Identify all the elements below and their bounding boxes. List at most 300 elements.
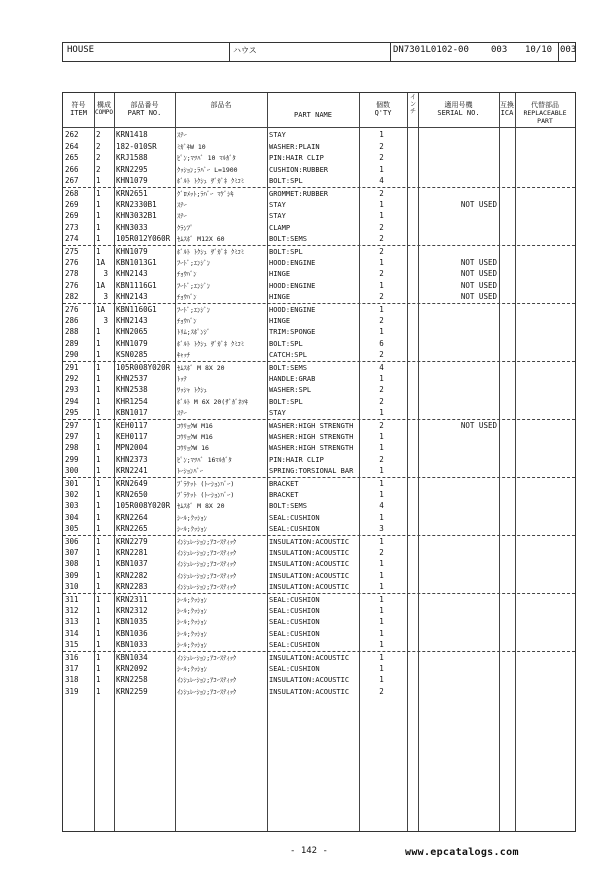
row-part-no: KEH0117 <box>116 421 148 430</box>
row-compo: 1 <box>96 489 101 499</box>
row-part-name-en: BRACKET <box>269 490 299 499</box>
row-part-name-jp: ｼｰﾙ;ｸｯｼｮﾝ <box>177 629 207 638</box>
header-ica-jp: 互換 <box>500 101 514 109</box>
header-item-en: ITEM <box>70 109 87 117</box>
row-part-name-en: WASHER:HIGH STRENGTH <box>269 444 354 453</box>
row-compo: 1 <box>96 211 101 221</box>
row-part-no: KRN2283 <box>116 582 148 592</box>
row-part-name-jp: ﾋﾟﾝ;ﾏﾂﾊﾞ 16ﾏﾙｶﾞﾀ <box>177 455 232 464</box>
row-part-name-jp: ﾎﾞﾙﾄ M 6X 20(ｻﾞｶﾞﾈﾂｷ <box>177 397 248 406</box>
row-part-name-en: SPRING:TORSIONAL BAR <box>269 467 354 476</box>
row-item: 282 <box>65 292 79 302</box>
row-part-name-jp: ｾﾑｽﾎﾞ M 8X 20 <box>177 502 225 511</box>
table-row <box>63 152 575 164</box>
header-name-en: PART NAME <box>294 111 332 119</box>
row-qty: 2 <box>379 385 384 395</box>
row-part-name-jp: ﾎﾞﾙﾄ ﾄｸｼｭ ｻﾞｶﾞﾈ ｸﾐｺﾐ <box>177 177 244 186</box>
row-qty: 1 <box>379 512 384 522</box>
row-compo: 1 <box>96 363 101 372</box>
row-part-name-jp: ｲﾝｼｭﾚｰｼｮﾝ;ｱｺｰｽﾃｨｯｸ <box>177 676 237 685</box>
row-part-name-jp: ｲﾝｼｭﾚｰｼｮﾝ;ｱｺｰｽﾃｨｯｸ <box>177 583 237 592</box>
row-compo: 1 <box>96 234 101 244</box>
header-title-en: HOUSE <box>67 45 95 55</box>
row-part-no: KRN2651 <box>116 189 148 198</box>
row-part-no: 105R008Y020R <box>116 501 171 511</box>
row-part-name-en: CATCH:SPL <box>269 351 307 360</box>
row-compo: 1 <box>96 176 101 186</box>
row-part-name-en: WASHER:SPL <box>269 386 312 395</box>
row-part-no: KRN2282 <box>116 570 148 580</box>
row-part-no: KRN2330B1 <box>116 199 157 209</box>
row-part-name-jp: ｲﾝｼｭﾚｰｼｮﾝ;ｱｺｰｽﾃｨｯｸ <box>177 560 237 569</box>
row-part-no: KHN2143 <box>116 269 148 279</box>
row-part-no: KBN1037 <box>116 559 148 569</box>
row-part-no: KRN2649 <box>116 479 148 488</box>
row-part-name-jp: ﾎﾞﾙﾄ ﾄｸｼｭ ｻﾞｶﾞﾈ ｸﾐｺﾐ <box>177 248 244 256</box>
row-qty: 2 <box>379 141 384 151</box>
row-compo: 1 <box>96 501 101 511</box>
row-item: 300 <box>65 466 79 476</box>
row-part-no: KHN3032B1 <box>116 211 157 221</box>
row-part-no: KBN1036 <box>116 628 148 638</box>
row-qty: 1 <box>379 628 384 638</box>
row-compo: 3 <box>103 315 108 325</box>
row-qty: 1 <box>379 211 384 221</box>
table-row <box>63 338 575 350</box>
row-part-name-jp: ｽﾃｰ <box>177 409 187 418</box>
row-qty: 2 <box>379 269 384 279</box>
row-part-no: KBN1017 <box>116 408 148 418</box>
header-comp <box>94 101 114 117</box>
row-compo: 1 <box>96 421 101 430</box>
row-compo: 1 <box>96 559 101 569</box>
row-item: 304 <box>65 512 79 522</box>
row-part-name-en: HOOD:ENGINE <box>269 281 316 290</box>
row-part-name-jp: ﾄｯﾃ <box>177 374 187 383</box>
row-part-name-en: BOLT:SPL <box>269 177 303 186</box>
table-row <box>63 349 575 361</box>
header-serial-jp: 適用号機 <box>444 101 473 109</box>
row-part-name-jp: ｺｳﾘｮｸW 16 <box>177 444 209 453</box>
row-qty: 2 <box>379 222 384 232</box>
row-part-name-en: WASHER:PLAIN <box>269 142 320 151</box>
row-qty: 1 <box>379 570 384 580</box>
row-item: 297 <box>65 431 79 441</box>
row-qty: 1 <box>379 431 384 441</box>
row-part-no: KRN2265 <box>116 524 148 534</box>
row-qty: 1 <box>379 537 384 546</box>
row-compo: 1 <box>96 617 101 627</box>
row-compo: 1 <box>96 247 101 256</box>
row-part-no: KRN2259 <box>116 686 148 696</box>
row-part-name-jp: ｼｰﾙ;ｸｯｼｮﾝ <box>177 664 207 673</box>
header-doc-code: DN7301L0102-00 <box>393 45 469 55</box>
header-group: 003 <box>491 45 508 55</box>
row-item: 316 <box>65 653 79 662</box>
row-part-no: KRN2279 <box>116 537 148 546</box>
row-part-name-jp: ﾋﾟﾝ;ﾏﾂﾊﾞ 10 ﾏﾙｶﾞﾀ <box>177 154 236 163</box>
table-row <box>63 686 575 698</box>
row-part-name-en: HINGE <box>269 316 291 325</box>
row-part-name-en: HANDLE:GRAB <box>269 374 316 383</box>
row-compo: 1A <box>96 305 106 314</box>
table-row <box>63 663 575 675</box>
row-compo: 1 <box>96 454 101 464</box>
row-part-name-en: SEAL:CUSHION <box>269 664 320 673</box>
row-part-name-en: INSULATION:ACOUSTIC <box>269 571 350 580</box>
row-part-no: KRN2295 <box>116 164 148 174</box>
row-compo: 3 <box>103 269 108 279</box>
watermark-url: www.epcatalogs.com <box>405 847 519 858</box>
row-part-no: KRN2092 <box>116 663 148 673</box>
row-part-name-jp: ｼｰﾙ;ｸｯｼｮﾝ <box>177 618 207 627</box>
row-part-name-jp: ｾﾑｽﾎﾞ M 8X 20 <box>177 364 225 372</box>
row-qty: 4 <box>379 176 384 186</box>
row-compo: 1 <box>96 431 101 441</box>
row-part-name-jp: ｼｰﾙ;ｸｯｼｮﾝ <box>177 513 207 522</box>
row-part-name-en: BOLT:SEMS <box>269 235 307 244</box>
row-part-name-jp: ﾄｰｼｮﾝﾊﾞｰ <box>177 467 203 476</box>
row-item: 269 <box>65 199 79 209</box>
row-compo: 1 <box>96 396 101 406</box>
table-row <box>63 373 575 385</box>
row-compo: 2 <box>96 141 101 151</box>
row-qty: 1 <box>379 605 384 615</box>
row-qty: 2 <box>379 292 384 302</box>
row-part-name-jp: ﾁｮｳﾊﾞﾝ <box>177 316 197 325</box>
row-compo: 1 <box>96 570 101 580</box>
row-item: 312 <box>65 605 79 615</box>
row-part-no: KHN1079 <box>116 338 148 348</box>
row-qty: 1 <box>379 617 384 627</box>
header-qty <box>359 101 407 117</box>
row-part-no: KBN1035 <box>116 617 148 627</box>
row-part-name-jp: ｼｰﾙ;ｸｯｼｮﾝ <box>177 641 207 650</box>
row-qty: 1 <box>379 479 384 488</box>
row-item: 310 <box>65 582 79 592</box>
table-row <box>63 396 575 408</box>
header-replace-en1: REPLACEABLE <box>523 109 567 117</box>
row-compo: 1 <box>96 443 101 453</box>
row-compo: 1A <box>96 257 106 267</box>
row-part-no: KRN2258 <box>116 675 148 685</box>
row-part-name-en: PIN:HAIR CLIP <box>269 154 324 163</box>
row-compo: 2 <box>96 164 101 174</box>
row-qty: 4 <box>379 501 384 511</box>
row-compo: 1 <box>96 653 101 662</box>
row-part-name-en: SEAL:CUSHION <box>269 606 320 615</box>
row-part-no: KRN1418 <box>116 130 148 139</box>
row-compo: 1 <box>96 537 101 546</box>
row-qty: 1 <box>379 199 384 209</box>
header-part-jp: 部品番号 <box>130 101 159 109</box>
row-part-name-en: INSULATION:ACOUSTIC <box>269 560 350 569</box>
table-row <box>63 465 575 477</box>
row-compo: 1 <box>96 479 101 488</box>
row-serial: NOT USED <box>460 257 497 267</box>
row-compo: 1 <box>96 189 101 198</box>
row-part-no: 182-010SR <box>116 141 157 151</box>
table-row <box>63 500 575 512</box>
table-row <box>63 268 575 280</box>
table-row <box>63 175 575 187</box>
table-row <box>63 431 575 443</box>
row-item: 317 <box>65 663 79 673</box>
row-qty: 1 <box>379 640 384 650</box>
row-item: 273 <box>65 222 79 232</box>
table-row <box>63 558 575 570</box>
row-part-name-en: BRACKET <box>269 480 299 488</box>
row-part-name-en: INSULATION:ACOUSTIC <box>269 548 350 557</box>
row-item: 267 <box>65 176 79 186</box>
row-part-no: KHN2373 <box>116 454 148 464</box>
header-divider <box>229 43 230 61</box>
row-item: 289 <box>65 338 79 348</box>
row-item: 276 <box>65 257 79 267</box>
row-item: 313 <box>65 617 79 627</box>
page-number: - 142 - <box>290 846 328 856</box>
table-row <box>63 210 575 222</box>
row-part-name-en: INSULATION:ACOUSTIC <box>269 687 350 696</box>
table-row <box>63 454 575 466</box>
row-item: 274 <box>65 234 79 244</box>
row-part-no: MPN2004 <box>116 443 148 453</box>
row-part-no: KBN1160G1 <box>116 305 157 314</box>
table-row <box>63 164 575 176</box>
header-replace-en2: PART <box>537 117 553 125</box>
row-part-name-jp: ｽﾃｰ <box>177 200 187 209</box>
row-part-name-en: WASHER:HIGH STRENGTH <box>269 432 354 441</box>
row-part-name-en: STAY <box>269 212 286 221</box>
row-serial: NOT USED <box>460 199 497 209</box>
row-item: 294 <box>65 396 79 406</box>
row-item: 276 <box>65 305 79 314</box>
row-item: 298 <box>65 443 79 453</box>
table-row <box>63 639 575 651</box>
row-qty: 2 <box>379 153 384 163</box>
header-divider <box>558 43 559 61</box>
row-compo: 3 <box>103 292 108 302</box>
row-compo: 1A <box>96 280 106 290</box>
row-part-name-jp: ﾐｶﾞｷW 10 <box>177 142 206 151</box>
row-part-name-en: CUSHION:RUBBER <box>269 165 329 174</box>
row-compo: 1 <box>96 582 101 592</box>
row-part-no: KBN1116G1 <box>116 280 157 290</box>
row-compo: 1 <box>96 338 101 348</box>
row-part-no: KRN2281 <box>116 547 148 557</box>
row-compo: 1 <box>96 350 101 360</box>
table-row <box>63 512 575 524</box>
row-item: 291 <box>65 363 79 372</box>
row-item: 309 <box>65 570 79 580</box>
row-part-name-jp: ﾁｮｳﾊﾞﾝ <box>177 293 197 302</box>
row-part-name-jp: ｷｬｯﾁ <box>177 351 190 360</box>
header-ica <box>499 101 515 117</box>
row-qty: 1 <box>379 164 384 174</box>
row-qty: 4 <box>379 363 384 372</box>
row-part-no: KHN2538 <box>116 385 148 395</box>
row-qty: 1 <box>379 130 384 139</box>
row-qty: 1 <box>379 408 384 418</box>
row-part-name-jp: ｸﾞﾛﾒｯﾄ;ﾗﾊﾞｰ ﾏｹﾞｼｷ <box>177 190 234 198</box>
row-part-name-jp: ﾌｰﾄﾞ;ｴﾝｼﾞﾝ <box>177 258 211 267</box>
row-part-name-en: HINGE <box>269 270 291 279</box>
row-item: 306 <box>65 537 79 546</box>
row-item: 262 <box>65 130 79 139</box>
table-row <box>63 407 575 419</box>
header-name-jp: 部品名 <box>210 101 232 109</box>
row-qty: 1 <box>379 559 384 569</box>
row-part-no: KRN2312 <box>116 605 148 615</box>
row-part-name-en: BOLT:SEMS <box>269 364 307 372</box>
row-item: 264 <box>65 141 79 151</box>
table-row <box>63 616 575 628</box>
row-part-no: KHN3033 <box>116 222 148 232</box>
row-part-no: KHR1254 <box>116 396 148 406</box>
row-item: 319 <box>65 686 79 696</box>
row-part-name-en: BOLT:SEMS <box>269 502 307 511</box>
row-compo: 1 <box>96 466 101 476</box>
row-qty: 1 <box>379 595 384 604</box>
row-part-no: KHN2537 <box>116 373 148 383</box>
row-compo: 2 <box>96 153 101 163</box>
row-qty: 2 <box>379 454 384 464</box>
table-row <box>63 199 575 211</box>
row-item: 311 <box>65 595 79 604</box>
header-box <box>62 42 576 62</box>
row-part-name-jp: ﾌｰﾄﾞ;ｴﾝｼﾞﾝ <box>177 281 211 290</box>
row-qty: 1 <box>379 280 384 290</box>
header-item-jp: 符号 <box>71 101 86 109</box>
header-replaceable <box>515 101 575 125</box>
row-part-name-en: TRIM:SPONGE <box>269 328 316 337</box>
row-part-name-en: BOLT:SPL <box>269 339 303 348</box>
row-compo: 1 <box>96 222 101 232</box>
row-part-no: KBN1033 <box>116 640 148 650</box>
row-item: 307 <box>65 547 79 557</box>
row-compo: 1 <box>96 524 101 534</box>
row-part-no: KHN1079 <box>116 247 148 256</box>
table-row <box>63 442 575 454</box>
row-item: 301 <box>65 479 79 488</box>
row-part-name-en: HOOD:ENGINE <box>269 306 316 314</box>
row-part-no: KEH0117 <box>116 431 148 441</box>
row-part-name-en: INSULATION:ACOUSTIC <box>269 676 350 685</box>
row-part-name-en: SEAL:CUSHION <box>269 525 320 534</box>
row-compo: 1 <box>96 408 101 418</box>
table-row <box>63 315 575 327</box>
row-part-name-jp: ﾜｯｼｬ ﾄｸｼｭ <box>177 386 207 395</box>
header-date: 10/10 <box>525 45 553 55</box>
row-part-no: 105R008Y020R <box>116 363 171 372</box>
row-part-name-en: GROMMET:RUBBER <box>269 190 329 198</box>
row-part-name-en: HOOD:ENGINE <box>269 258 316 267</box>
row-qty: 2 <box>379 396 384 406</box>
row-part-name-jp: ﾄﾘﾑ;ｽﾎﾟﾝｼﾞ <box>177 328 211 337</box>
row-qty: 1 <box>379 466 384 476</box>
row-part-name-jp: ｲﾝｼｭﾚｰｼｮﾝ;ｱｺｰｽﾃｨｯｸ <box>177 687 237 696</box>
row-part-name-jp: ｲﾝｼｭﾚｰｼｮﾝ;ｱｺｰｽﾃｨｯｸ <box>177 654 237 662</box>
table-row <box>63 547 575 559</box>
row-part-no: KRJ1588 <box>116 153 148 163</box>
row-part-name-en: SEAL:CUSHION <box>269 513 320 522</box>
row-serial: NOT USED <box>460 280 497 290</box>
row-item: 268 <box>65 189 79 198</box>
row-item: 302 <box>65 489 79 499</box>
table-row <box>63 222 575 234</box>
row-qty: 1 <box>379 373 384 383</box>
row-item: 266 <box>65 164 79 174</box>
header-part-en: PART NO. <box>127 109 162 117</box>
row-compo: 1 <box>96 640 101 650</box>
row-item: 295 <box>65 408 79 418</box>
row-compo: 1 <box>96 605 101 615</box>
row-part-no: KHN2143 <box>116 292 148 302</box>
row-part-name-jp: ｽﾃｰ <box>177 212 187 221</box>
row-item: 303 <box>65 501 79 511</box>
parts-table <box>62 92 576 832</box>
row-part-name-en: SEAL:CUSHION <box>269 629 320 638</box>
table-row <box>63 674 575 686</box>
column-headers <box>63 93 575 128</box>
row-part-no: KRN2264 <box>116 512 148 522</box>
header-divider <box>390 43 391 61</box>
row-part-name-en: BOLT:SPL <box>269 397 303 406</box>
table-row <box>63 523 575 535</box>
row-part-name-en: WASHER:HIGH STRENGTH <box>269 422 354 430</box>
row-part-name-en: BOLT:SPL <box>269 248 303 256</box>
row-part-name-jp: ｲﾝｼｭﾚｰｼｮﾝ;ｱｺｰｽﾃｨｯｸ <box>177 548 237 557</box>
row-part-name-en: PIN:HAIR CLIP <box>269 455 324 464</box>
row-compo: 1 <box>96 373 101 383</box>
row-qty: 2 <box>379 315 384 325</box>
header-comp-en: COMPO <box>94 109 114 116</box>
row-qty: 2 <box>379 547 384 557</box>
header-replace-jp: 代替部品 <box>531 101 559 109</box>
table-row <box>63 489 575 501</box>
row-qty: 1 <box>379 327 384 337</box>
row-serial: NOT USED <box>460 292 497 302</box>
row-item: 278 <box>65 269 79 279</box>
header-qty-en: Q'TY <box>374 109 392 117</box>
row-item: 269 <box>65 211 79 221</box>
row-part-name-jp: ﾁｮｳﾊﾞﾝ <box>177 270 197 279</box>
row-compo: 1 <box>96 686 101 696</box>
table-row <box>63 326 575 338</box>
row-item: 299 <box>65 454 79 464</box>
row-item: 293 <box>65 385 79 395</box>
row-compo: 1 <box>96 512 101 522</box>
row-item: 265 <box>65 153 79 163</box>
row-part-no: KRN2241 <box>116 466 148 476</box>
header-serial <box>418 101 499 117</box>
table-row <box>63 141 575 153</box>
row-qty: 1 <box>379 675 384 685</box>
row-compo: 2 <box>96 130 101 139</box>
table-row <box>63 129 575 141</box>
row-part-name-en: INSULATION:ACOUSTIC <box>269 538 350 546</box>
header-group2: 003 <box>560 45 577 55</box>
table-row <box>63 280 575 292</box>
row-part-name-en: INSULATION:ACOUSTIC <box>269 583 350 592</box>
row-part-name-en: STAY <box>269 409 286 418</box>
row-part-name-jp: ｸｯｼｮﾝ;ﾗﾊﾞｰ L=1900 <box>177 165 238 174</box>
table-row <box>63 605 575 617</box>
row-item: 308 <box>65 559 79 569</box>
row-qty: 2 <box>379 421 384 430</box>
row-compo: 1 <box>96 385 101 395</box>
row-item: 290 <box>65 350 79 360</box>
